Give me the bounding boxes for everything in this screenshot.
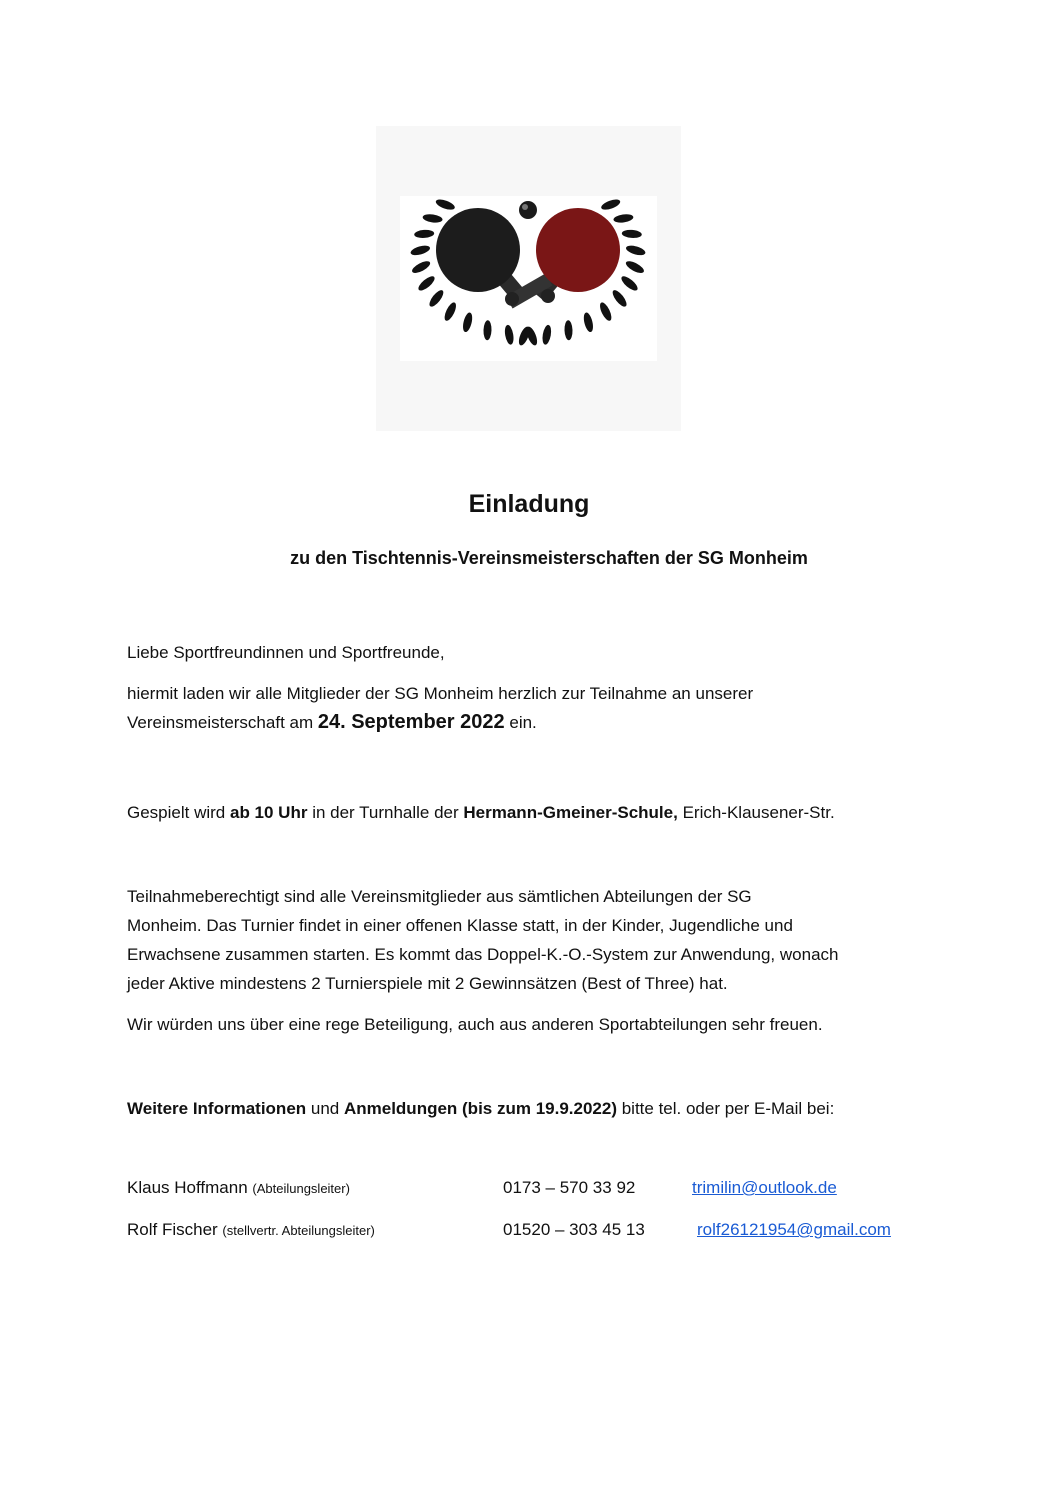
eligibility-line: jeder Aktive mindestens 2 Turnierspiele mit 2 Gewinnsätzen (Best of Three) hat.: [127, 974, 728, 993]
contact-row: [127, 1220, 947, 1250]
laurel-leaf: [625, 244, 646, 257]
eligibility-paragraph: [127, 882, 947, 998]
laurel-leaf: [613, 213, 634, 224]
contact-phone: 0173 – 570 33 92: [503, 1178, 636, 1197]
event-date: 24. September 2022: [317, 711, 505, 733]
contact-name: Klaus Hoffmann (Abteilungsleiter): [127, 1178, 350, 1197]
invitation-line-1: hiermit laden wir alle Mitglieder der SG Monheim herzlich zur Teilnahme an unserer: [127, 684, 754, 703]
laurel-leaf: [422, 213, 443, 224]
contact-phone: 01520 – 303 45 13: [503, 1220, 645, 1239]
page-subtitle: zu den Tischtennis-Vereinsmeisterschaften der SG Monheim: [290, 548, 808, 568]
venue-school: Hermann-Gmeiner-Schule,: [463, 803, 678, 822]
table-tennis-logo: [400, 196, 657, 361]
laurel-leaf: [600, 197, 622, 211]
page-title: Einladung: [468, 490, 590, 518]
laurel-leaf: [410, 244, 431, 257]
logo-frame: [376, 126, 681, 431]
greeting: Liebe Sportfreundinnen und Sportfreunde,: [127, 643, 445, 662]
laurel-leaf: [416, 274, 436, 293]
laurel-leaf: [504, 324, 515, 345]
laurel-leaf: [414, 229, 435, 238]
laurel-leaf: [610, 288, 629, 309]
laurel-leaf: [410, 259, 431, 275]
contact-email-link[interactable]: rolf26121954@gmail.com: [697, 1220, 891, 1239]
laurel-leaf: [598, 301, 614, 322]
laurel-leaf: [483, 320, 492, 340]
laurel-leaf: [622, 229, 643, 238]
eligibility-line: Monheim. Das Turnier findet in einer offenen Klasse statt, in der Kinder, Jugendliche und: [127, 916, 793, 935]
contact-row: [127, 1178, 947, 1208]
laurel-leaf: [541, 324, 552, 345]
laurel-leaf: [624, 259, 645, 275]
laurel-leaf: [619, 274, 639, 293]
invitation-line-2: Vereinsmeisterschaft am 24. September 2022 ein.: [127, 711, 537, 733]
invitation-paragraph: [127, 679, 947, 737]
contact-email-link[interactable]: trimilin@outlook.de: [692, 1178, 837, 1197]
closing-paragraph: Wir würden uns über eine rege Beteiligung, auch aus anderen Sportabteilungen sehr freuen.: [127, 1015, 823, 1034]
laurel-leaf: [582, 312, 595, 333]
laurel-leaf: [427, 288, 446, 309]
eligibility-line: Erwachsene zusammen starten. Es kommt das Doppel-K.-O.-System zur Anwendung, wonach: [127, 945, 839, 964]
laurel-leaf: [435, 197, 457, 211]
laurel-leaf: [564, 320, 573, 340]
info-paragraph: Weitere Informationen und Anmeldungen (bis zum 19.9.2022) bitte tel. oder per E-Mail bei:: [127, 1099, 835, 1118]
laurel-leaf: [461, 312, 474, 333]
start-time: ab 10 Uhr: [229, 803, 308, 822]
contact-name: Rolf Fischer (stellvertr. Abteilungsleiter): [127, 1220, 375, 1239]
table-tennis-laurel-icon: [400, 196, 657, 361]
eligibility-line: Teilnahmeberechtigt sind alle Vereinsmitglieder aus sämtlichen Abteilungen der SG: [127, 887, 752, 906]
laurel-leaf: [442, 301, 458, 322]
venue-paragraph: Gespielt wird ab 10 Uhr in der Turnhalle der Hermann-Gmeiner-Schule, Erich-Klausener-Str.: [127, 803, 835, 822]
